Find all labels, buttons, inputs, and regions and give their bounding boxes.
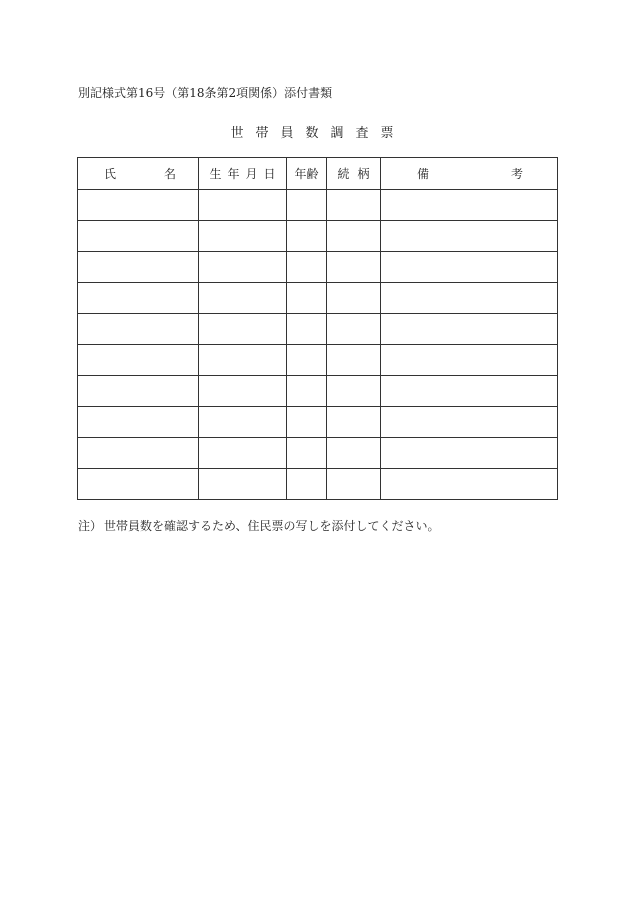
table-row: [78, 221, 558, 252]
cell-birthdate[interactable]: [199, 376, 287, 407]
cell-birthdate[interactable]: [199, 190, 287, 221]
cell-name[interactable]: [78, 469, 199, 500]
cell-age[interactable]: [287, 283, 327, 314]
cell-name[interactable]: [78, 407, 199, 438]
header-age: [287, 158, 327, 190]
cell-name[interactable]: [78, 283, 199, 314]
table-row: [78, 469, 558, 500]
cell-name[interactable]: [78, 252, 199, 283]
header-relationship-label: 続柄: [337, 167, 378, 181]
cell-remarks[interactable]: [381, 221, 558, 252]
cell-relationship[interactable]: [327, 190, 381, 221]
document-title: 世帯員数調査票: [230, 126, 406, 141]
cell-relationship[interactable]: [327, 407, 381, 438]
cell-relationship[interactable]: [327, 252, 381, 283]
cell-age[interactable]: [287, 376, 327, 407]
footnote-text: 世帯員数を確認するため、住民票の写しを添付してください。: [104, 519, 440, 533]
cell-age[interactable]: [287, 469, 327, 500]
table-row: [78, 376, 558, 407]
cell-name[interactable]: [78, 345, 199, 376]
cell-birthdate[interactable]: [199, 345, 287, 376]
cell-birthdate[interactable]: [199, 438, 287, 469]
header-name-part1: 氏: [104, 167, 117, 181]
cell-birthdate[interactable]: [199, 252, 287, 283]
header-relationship: [327, 158, 381, 190]
footnote: [78, 517, 440, 534]
table-row: [78, 190, 558, 221]
cell-name[interactable]: [78, 190, 199, 221]
table-row: [78, 407, 558, 438]
cell-relationship[interactable]: [327, 376, 381, 407]
cell-age[interactable]: [287, 407, 327, 438]
table-row: [78, 345, 558, 376]
cell-remarks[interactable]: [381, 345, 558, 376]
header-name-part2: 名: [163, 167, 176, 181]
cell-age[interactable]: [287, 438, 327, 469]
form-reference: 別記様式第16号（第18条第2項関係）添付書類: [78, 86, 333, 100]
household-survey-table: [77, 157, 558, 500]
header-remarks-part2: 考: [510, 167, 523, 181]
cell-age[interactable]: [287, 252, 327, 283]
header-birthdate-label: 生年月日: [209, 167, 282, 181]
cell-remarks[interactable]: [381, 314, 558, 345]
header-remarks: [381, 158, 558, 190]
cell-name[interactable]: [78, 221, 199, 252]
cell-age[interactable]: [287, 314, 327, 345]
cell-remarks[interactable]: [381, 469, 558, 500]
header-birthdate: [199, 158, 287, 190]
cell-name[interactable]: [78, 438, 199, 469]
table-row: [78, 283, 558, 314]
header-age-label: 年齢: [294, 167, 319, 181]
cell-remarks[interactable]: [381, 407, 558, 438]
header-name: [78, 158, 199, 190]
footnote-mark: 注）: [78, 519, 103, 533]
cell-relationship[interactable]: [327, 438, 381, 469]
cell-birthdate[interactable]: [199, 407, 287, 438]
cell-birthdate[interactable]: [199, 314, 287, 345]
table-row: [78, 438, 558, 469]
cell-birthdate[interactable]: [199, 221, 287, 252]
table-row: [78, 252, 558, 283]
table-row: [78, 314, 558, 345]
cell-birthdate[interactable]: [199, 283, 287, 314]
cell-age[interactable]: [287, 190, 327, 221]
cell-remarks[interactable]: [381, 283, 558, 314]
cell-name[interactable]: [78, 376, 199, 407]
table-body: [78, 190, 558, 500]
cell-name[interactable]: [78, 314, 199, 345]
cell-relationship[interactable]: [327, 221, 381, 252]
table-header-row: [78, 158, 558, 190]
header-remarks-part1: 備: [417, 167, 430, 181]
cell-remarks[interactable]: [381, 376, 558, 407]
cell-relationship[interactable]: [327, 345, 381, 376]
cell-remarks[interactable]: [381, 252, 558, 283]
cell-remarks[interactable]: [381, 438, 558, 469]
cell-age[interactable]: [287, 345, 327, 376]
cell-relationship[interactable]: [327, 314, 381, 345]
cell-birthdate[interactable]: [199, 469, 287, 500]
cell-relationship[interactable]: [327, 283, 381, 314]
cell-relationship[interactable]: [327, 469, 381, 500]
cell-remarks[interactable]: [381, 190, 558, 221]
cell-age[interactable]: [287, 221, 327, 252]
